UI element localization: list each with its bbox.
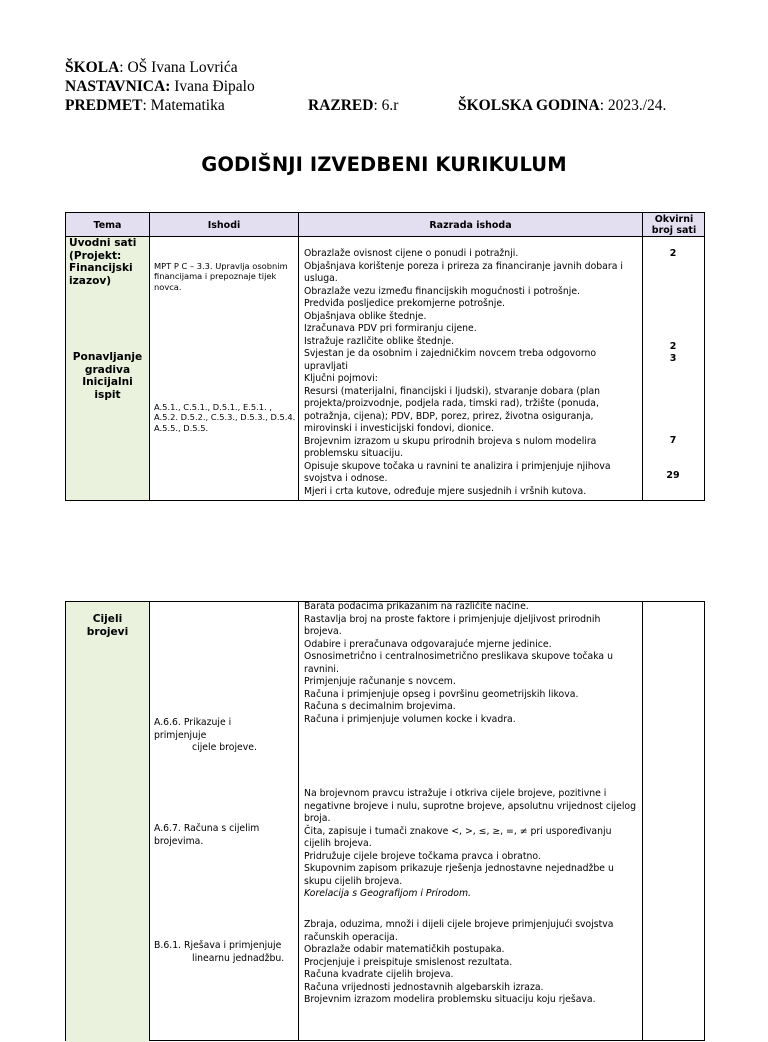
ishod-ponavljanje: A.5.1., C.5.1., D.5.1., E.5.1. , A.5.2. D.5.2., C.5.3., D.5.3., D.5.4. A.5.5., D.5.5. <box>154 402 296 433</box>
razrada-item: Istražuje različite oblike štednje. <box>304 335 455 347</box>
col-header-ishodi: Ishodi <box>207 220 241 231</box>
razrada-item: Resursi (materijalni, financijski i ljudski), stvaranje dobara (plan projekta/proizvodnje, podjela rada, timski rad), tržište (ponuda, potražnja, cijena); PDV, BDP, porez, prirez, životna osiguranja, mirovinski i investicijski fondovi, dionice. <box>304 385 601 434</box>
school-year-label: ŠKOLSKA GODINA <box>458 97 600 114</box>
teacher-label: NASTAVNICA: <box>65 78 171 95</box>
subject-value: : Matematika <box>142 97 225 114</box>
razrada-item: Na brojevnom pravcu istražuje i otkriva cijele brojeve, pozitivne i negativne brojeve i nulu, suprotne brojeve, apsolutnu vrijednost cijelog broja. <box>304 788 636 824</box>
razrada-item: Računa i primjenjuje volumen kocke i kvadra. <box>304 713 516 725</box>
sati-value: 2 <box>669 248 677 259</box>
teacher-value: Ivana Đipalo <box>170 78 255 95</box>
razrada-item: Zbraja, oduzima, množi i dijeli cijele brojeve primjenjujući svojstva računskih operacija. <box>304 919 614 943</box>
razrada-item: Rastavlja broj na proste faktore i primjenjuje djeljivost prirodnih brojeva. <box>304 613 601 637</box>
tema-line: Financijski <box>69 262 133 274</box>
razrada-item: Primjenjuje računanje s novcem. <box>304 676 456 687</box>
tema-line: izazov) <box>69 274 112 287</box>
korelacija-note: Korelacija s Geografijom i Prirodom. <box>304 888 471 899</box>
tema-cijeli-brojevi <box>66 613 149 638</box>
razrada-item: Predviđa posljedice prekomjerne potrošnje. <box>304 298 506 309</box>
razrada-item: Osnosimetrično i centralnosimetrično preslikava skupove točaka u ravnini. <box>304 651 613 675</box>
school-year-line <box>458 97 666 115</box>
page-title: GODIŠNJI IZVEDBENI KURIKULUM <box>201 153 567 176</box>
school-year-value: : 2023./24. <box>599 97 667 114</box>
grade-line <box>308 97 398 115</box>
razrada-list <box>304 248 640 498</box>
tema-line: Uvodni sati <box>69 237 137 249</box>
school-label: ŠKOLA <box>65 59 120 76</box>
ishod-a67: A.6.7. Računa s cijelim brojevima. <box>154 823 260 847</box>
tema-column-fill <box>66 602 149 1042</box>
ishod-line: cijele brojeve. <box>192 742 257 753</box>
razrada-block-1 <box>304 601 640 726</box>
tema-line: gradiva <box>84 363 131 376</box>
sati-value: 7 <box>669 435 677 446</box>
razrada-item: Obrazlaže odabir matematičkih postupaka. <box>304 944 505 955</box>
tema-line: (Projekt: <box>69 249 122 262</box>
razrada-item: Skupovnim zapisom prikazuje rješenja jednostavne nejednadžbe u skupu cijelih brojeva. <box>304 863 614 887</box>
razrada-item: Svjestan je da osobnim i zajedničkim novcem treba odgovorno upravljati <box>304 348 597 372</box>
razrada-item: Izračunava PDV pri formiranju cijene. <box>304 323 477 334</box>
razrada-block-3 <box>304 919 640 1007</box>
tema-line: ispit <box>94 388 121 401</box>
subject-label: PREDMET <box>65 97 143 114</box>
razrada-item: Računa i primjenjuje opseg i površinu geometrijskih likova. <box>304 688 579 700</box>
col-header-tema: Tema <box>93 220 122 231</box>
razrada-item: Opisuje skupove točaka u ravnini te analizira i primjenjuje njihova svojstva i odnose. <box>304 460 611 484</box>
ishod-b61 <box>154 940 298 965</box>
razrada-item: Objašnjava oblike štednje. <box>304 310 427 322</box>
school-value: : OŠ Ivana Lovrića <box>119 59 238 76</box>
ishod-line: linearnu jednadžbu. <box>192 952 285 964</box>
razrada-item: Procjenjuje i preispituje smislenost rezultata. <box>304 956 513 968</box>
curriculum-table-1 <box>65 212 705 501</box>
razrada-block-2 <box>304 788 640 901</box>
ishod-mpt: MPT P C – 3.3. Upravlja osobnim financijama i prepoznaje tijek novca. <box>154 261 288 292</box>
ishod-line: A.6.6. Prikazuje i <box>154 717 232 728</box>
tema-line: Cijeli <box>92 613 123 625</box>
grade-value: : 6.r <box>373 97 399 114</box>
razrada-item: Čita, zapisuje i tumači znakove <, >, ≤, ≥, =, ≠ pri uspoređivanju cijelih brojeva. <box>304 825 612 849</box>
razrada-item: Računa vrijednosti jednostavnih algebarskih izraza. <box>304 981 544 993</box>
sati-value: 3 <box>669 353 677 364</box>
curriculum-table-2 <box>65 601 705 1041</box>
sati-value: 29 <box>666 470 680 481</box>
ishod-line: B.6.1. Rješava i primjenjuje <box>154 940 282 951</box>
col-header-sati: Okvirni broj sati <box>651 214 697 236</box>
tema-ponavljanje <box>66 351 149 401</box>
razrada-item: Odabire i preračunava odgovarajuće mjerne jedinice. <box>304 638 552 650</box>
school-line <box>65 59 238 77</box>
razrada-item: Računa s decimalnim brojevima. <box>304 701 456 712</box>
col-header-razrada: Razrada ishoda <box>429 220 512 231</box>
razrada-item: Ključni pojmovi: <box>304 373 378 384</box>
razrada-item: Objašnjava korištenje poreza i prireza za financiranje javnih dobara i usluga. <box>304 260 623 284</box>
sati-value: 2 <box>669 341 677 352</box>
razrada-item: Mjeri i crta kutove, određuje mjere susjednih i vršnih kutova. <box>304 485 587 497</box>
tema-line: brojevi <box>86 625 129 638</box>
razrada-item: Obrazlaže ovisnost cijene o ponudi i potražnji. <box>304 248 519 259</box>
teacher-line <box>65 78 255 96</box>
razrada-item: Pridružuje cijele brojeve točkama pravca i obratno. <box>304 850 541 862</box>
razrada-item: Brojevnim izrazom modelira problemsku situaciju koju rješava. <box>304 994 596 1005</box>
grade-label: RAZRED <box>308 97 374 114</box>
razrada-item: Računa kvadrate cijelih brojeva. <box>304 969 454 980</box>
ishod-line: primjenjuje <box>154 729 207 741</box>
razrada-item: Brojevnim izrazom u skupu prirodnih brojeva s nulom modelira problemsku situaciju. <box>304 435 597 459</box>
tema-uvodni-sati <box>69 237 149 287</box>
razrada-item: Barata podacima prikazanim na različite načine. <box>304 601 529 612</box>
ishod-a66 <box>154 717 296 755</box>
subject-line <box>65 97 225 115</box>
tema-line: Inicijalni <box>82 376 133 388</box>
razrada-item: Obrazlaže vezu između financijskih mogućnosti i potrošnje. <box>304 285 580 297</box>
tema-line: Ponavljanje <box>72 351 143 363</box>
